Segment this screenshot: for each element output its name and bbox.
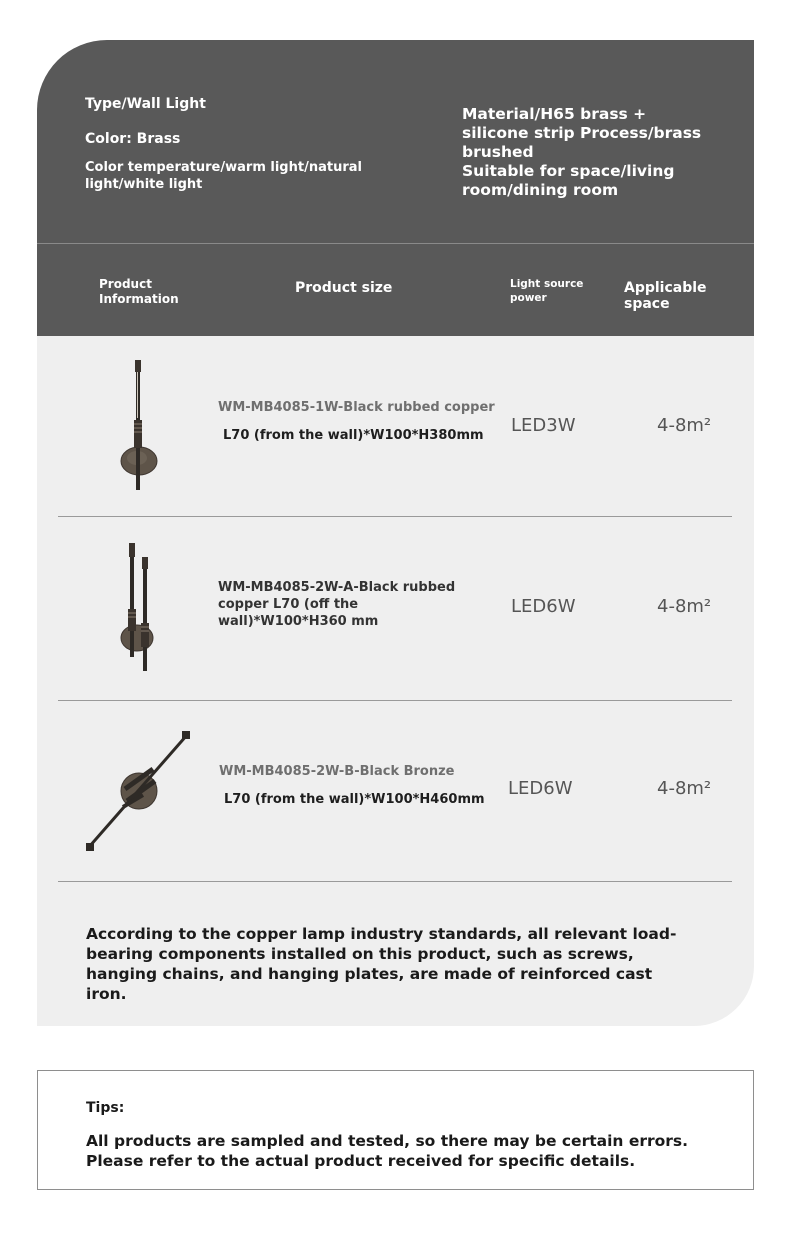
product-model: WM-MB4085-2W-B-Black Bronze (219, 764, 455, 779)
product-model: WM-MB4085-1W-Black rubbed copper (218, 400, 495, 415)
light-power: LED3W (511, 415, 576, 436)
tips-box (37, 1070, 754, 1190)
applicable-space: 4-8m² (657, 778, 712, 799)
tips-text: All products are sampled and tested, so there may be certain errors. Please refer to the actual product received for specific details. (86, 1132, 689, 1170)
spec-suitable-space: Suitable for space/living room/dining room (462, 162, 675, 199)
single-vertical-wall-lamp-icon (117, 360, 161, 492)
light-power: LED6W (511, 596, 576, 617)
double-vertical-wall-lamp-icon (117, 543, 161, 673)
column-header-light-power: Light source power (510, 278, 584, 304)
spec-color: Color: Brass (85, 131, 181, 147)
row-divider (58, 881, 732, 882)
spec-material: Material/H65 brass + silicone strip Process/brass brushed (462, 105, 702, 161)
spec-card (37, 40, 754, 1026)
table-row (37, 701, 754, 881)
spec-color-temperature: Color temperature/warm light/natural light/white light (85, 160, 362, 192)
product-model: WM-MB4085-2W-A-Black rubbed copper L70 (off the wall)*W100*H360 mm (218, 580, 456, 629)
applicable-space: 4-8m² (657, 596, 712, 617)
product-size: L70 (from the wall)*W100*H460mm (224, 792, 485, 807)
light-power: LED6W (508, 778, 573, 799)
table-row (37, 517, 754, 700)
load-bearing-note: According to the copper lamp industry standards, all relevant load-bearing components installed on this product, such as screws, hanging chains, and hanging plates, are made of reinforced cast iron. (86, 925, 677, 1003)
column-header-applicable-space: Applicable space (624, 280, 707, 312)
tips-title: Tips: (86, 1100, 125, 1116)
table-row (37, 336, 754, 516)
column-header-product-size: Product size (295, 280, 393, 296)
diagonal-wall-lamp-icon (83, 729, 195, 853)
spec-type: Type/Wall Light (85, 96, 206, 112)
applicable-space: 4-8m² (657, 415, 712, 436)
product-size: L70 (from the wall)*W100*H380mm (223, 428, 484, 443)
spec-header (37, 40, 754, 336)
column-header-product-info: Product Information (99, 277, 179, 306)
header-divider (37, 243, 754, 244)
